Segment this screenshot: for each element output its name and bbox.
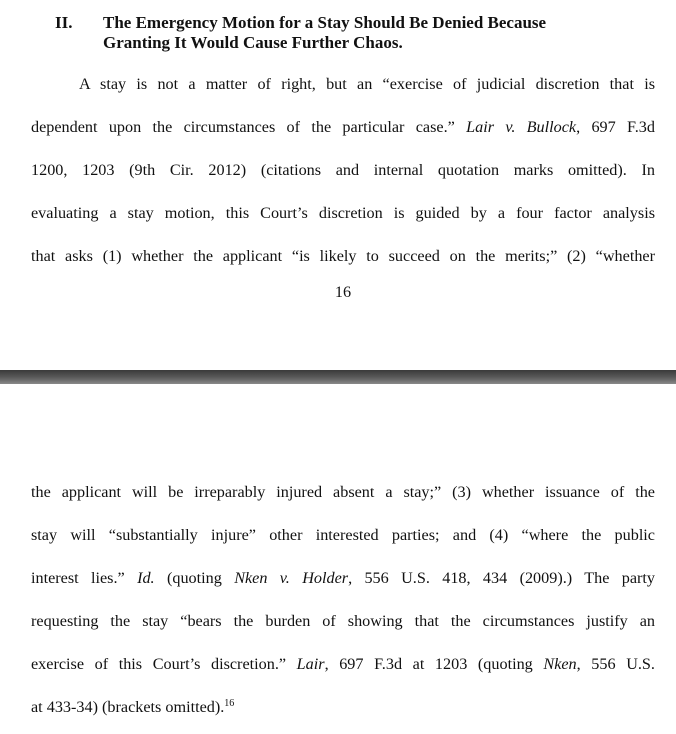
paragraph-line: evaluating a stay motion, this Court’s discretion is guided by a four factor analysis <box>31 204 655 222</box>
paragraph-line <box>31 568 655 588</box>
text-run: exercise of this Court’s discretion.” <box>31 655 297 673</box>
case-citation: Lair <box>296 655 325 673</box>
section-title <box>103 13 663 53</box>
paragraph-line <box>31 117 655 137</box>
paragraph-line <box>31 697 655 717</box>
text-run: at 433-34) (brackets omitted). <box>31 698 225 716</box>
text-run: dependent upon the circumstances of the particular case.” <box>31 118 467 136</box>
case-citation: Lair v. Bullock <box>466 118 577 136</box>
section-number: II. <box>55 13 73 32</box>
document-page-lower <box>0 384 676 734</box>
paragraph-line <box>31 654 655 674</box>
text-run: interest lies.” <box>31 569 138 587</box>
paragraph-line: stay will “substantially injure” other interested parties; and (4) “where the public <box>31 526 655 544</box>
page-break-divider <box>0 370 676 384</box>
paragraph-line: requesting the stay “bears the burden of showing that the circumstances justify an <box>31 612 655 630</box>
text-run: (quoting <box>154 569 235 587</box>
paragraph-line: 1200, 1203 (9th Cir. 2012) (citations and internal quotation marks omitted). In <box>31 161 655 179</box>
case-citation: Nken v. Holder <box>234 569 349 587</box>
text-run: , 697 F.3d <box>576 118 655 136</box>
paragraph-line: that asks (1) whether the applicant “is likely to succeed on the merits;” (2) “whether <box>31 247 655 265</box>
id-citation: Id. <box>137 569 155 587</box>
section-title-line-2: Granting It Would Cause Further Chaos. <box>103 33 403 52</box>
page-number: 16 <box>334 283 352 301</box>
paragraph-line: A stay is not a matter of right, but an “exercise of judicial discretion that is <box>79 75 655 93</box>
text-run: , 556 U.S. 418, 434 (2009).) The party <box>348 569 656 587</box>
text-run: , 697 F.3d at 1203 (quoting <box>324 655 544 673</box>
case-citation: Nken <box>543 655 577 673</box>
footnote-reference[interactable]: 16 <box>224 698 235 709</box>
paragraph-line: the applicant will be irreparably injured absent a stay;” (3) whether issuance of the <box>31 483 655 501</box>
section-title-line-1: The Emergency Motion for a Stay Should Be Denied Because <box>103 13 547 32</box>
text-run: , 556 U.S. <box>576 655 655 673</box>
